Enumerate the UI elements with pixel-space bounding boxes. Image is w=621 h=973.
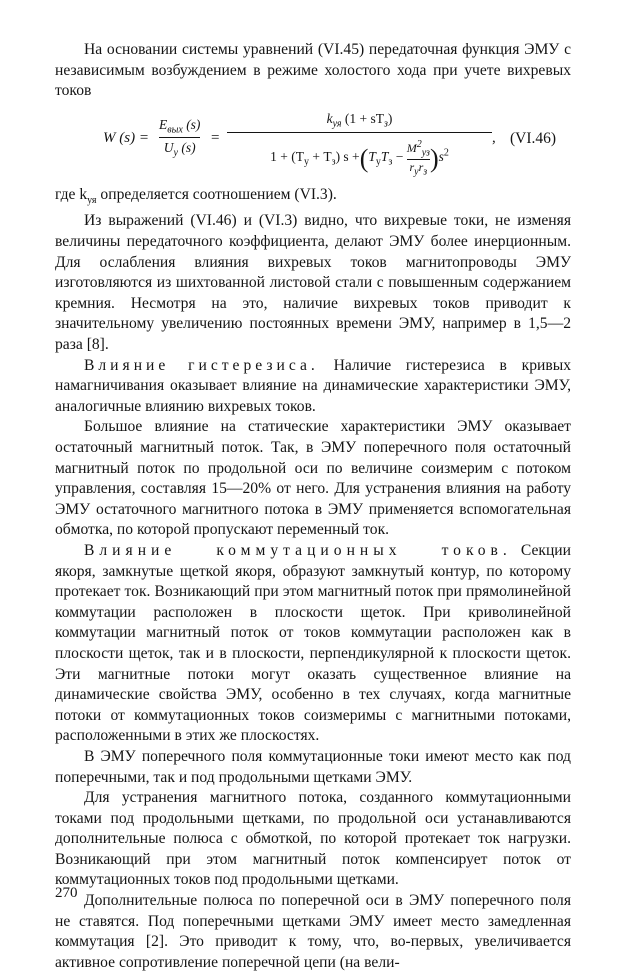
page-number: 270 — [55, 885, 78, 901]
m-den-r1: r — [409, 159, 415, 174]
formula-comma: , — [492, 129, 496, 146]
formula-main-fraction — [227, 111, 492, 177]
m-den-sub2: з — [423, 166, 428, 178]
paragraph-residual-flux: Большое влияние на статические характеристики ЭМУ оказывает остаточный магнитный поток. Так, в ЭМУ поперечного поля остаточный магнитный поток по продольной оси по величине соизмерим с потоком управления, составляя 15—20% от него. Для устранения влияния на работу ЭМУ остаточного магнитного потока в ЭМУ применяется вспомогательная обмотка, по которой пропускают переменный ток. — [55, 418, 571, 539]
m-den-r2: r — [418, 159, 424, 174]
m-den-sub1: у — [414, 166, 419, 178]
paragraph-hysteresis — [55, 356, 571, 418]
den-a-end: ) s + — [335, 149, 360, 165]
formula-lhs: W (s) = — [103, 129, 149, 146]
paragraph-where — [55, 185, 571, 212]
formula-fraction-e-over-u — [159, 117, 200, 159]
formula-u-arg: (s) — [178, 140, 196, 156]
formula-e: E — [159, 116, 168, 132]
paragraph-intro: На основании системы уравнений (VI.45) передаточная функция ЭМУ с независимым возбуждением в режиме холостого хода при учете вихревых токов — [55, 41, 571, 100]
formula-num-rest: (1 + sT — [341, 110, 384, 126]
den-b-t1: T — [368, 149, 376, 165]
inner-fraction-m — [407, 139, 430, 177]
formula-e-sub: вых — [167, 124, 183, 136]
commutation-text: Секции якоря, замкнутые щеткой якоря, образуют замкнутый контур, по которому протекает ток. Возникающий при этом магнитный поток при прямолинейной коммутации расположен в плоскости щеток. При криволинейной коммутации магнитный поток от токов коммутации расположен как в плоскости щеток, так и в плоскости, перпендикулярной к плоскости щеток. Эти магнитные потоки могут оказать существенное влияние на динамические свойства ЭМУ, особенно в тех случаях, когда магнитные потоки от коммутационных токов соизмеримы с магнитными потоками, расположенными в этих же плоскостях. — [55, 541, 571, 745]
big-paren-close: ) — [429, 144, 439, 174]
where-sub: уя — [87, 194, 97, 206]
hysteresis-text: Наличие гистерезиса в кривых намагничивания оказывает влияние на динамические характеристики ЭМУ, аналогичные влиянию вихревых токов. — [55, 356, 572, 415]
paragraph-commutation — [55, 541, 571, 747]
den-a: 1 + (T — [270, 149, 304, 165]
where-rest: определяется соотношением (VI.3). — [96, 185, 337, 203]
formula-k: k — [326, 110, 333, 126]
den-b-t2: T — [380, 149, 389, 165]
heading-commutation: Влияние коммутационных токов. — [84, 541, 512, 559]
paragraph-additional-poles: Для устранения магнитного потока, созданного коммутационными токами под продольными щетками, по продольной оси устанавливаются дополнительные полюса с обмоткой, по которой протекает ток нагрузки. Возникающий при этом магнитный поток компенсирует поток от коммутационных токов под продольными щетками. — [55, 789, 571, 889]
equation-number: (VI.46) — [510, 129, 557, 147]
m-sub: уз — [421, 147, 430, 159]
paragraph-eddy-currents: Из выражений (VI.46) и (VI.3) видно, что вихревые токи, не изменяя величины передаточного коэффициента, делают ЭМУ более инерционным. Для ослабления влияния вихревых токов магнитопроводы ЭМУ изготовляются из шихтованной листовой стали с повышенным содержанием кремния. Несмотря на это, наличие вихревых токов приводит к значительному увеличению постоянных времени ЭМУ, например в 1,5—2 раза [8]. — [55, 212, 571, 354]
den-b-minus: − — [392, 149, 407, 165]
den-a-sub2: з — [331, 157, 336, 169]
formula-num-close: ) — [387, 110, 393, 126]
den-b-sub1: у — [375, 157, 381, 169]
den-s: s — [438, 149, 444, 165]
formula-k-sub: уя — [332, 118, 342, 130]
formula-u-sub: у — [173, 148, 178, 160]
den-a-sub1: у — [303, 157, 309, 169]
formula-num-rest-sub: з — [384, 118, 388, 130]
page-body — [55, 40, 571, 973]
big-paren-open: ( — [359, 144, 369, 174]
paragraph-cross-field: В ЭМУ поперечного поля коммутационные токи имеют место как под поперечными, так и под продольными щетками ЭМУ. — [55, 747, 571, 786]
formula-denominator — [227, 135, 492, 177]
formula-vi-46 — [55, 105, 571, 183]
den-b-sub2: з — [388, 157, 393, 169]
paragraph-delayed-commutation: Дополнительные полюса по поперечной оси в ЭМУ поперечного поля не ставятся. Под поперечными щетками ЭМУ имеет место замедленная коммутация [2]. Это приводит к тому, что, во-первых, увеличивается активное сопротивление поперечной цепи (на вели- — [55, 892, 571, 971]
heading-hysteresis: Влияние гистерезиса. — [84, 356, 319, 374]
m-sup: 2 — [416, 139, 422, 151]
fraction-bar — [159, 137, 200, 138]
where-text: где k — [55, 185, 88, 203]
formula-e-arg: (s) — [182, 116, 201, 132]
m-num: M — [406, 141, 417, 156]
den-s-sup: 2 — [443, 147, 449, 159]
formula-u: U — [163, 140, 174, 156]
fraction-bar-main — [227, 132, 492, 133]
den-a-mid: + T — [308, 149, 332, 165]
formula-equals: = — [211, 129, 220, 146]
